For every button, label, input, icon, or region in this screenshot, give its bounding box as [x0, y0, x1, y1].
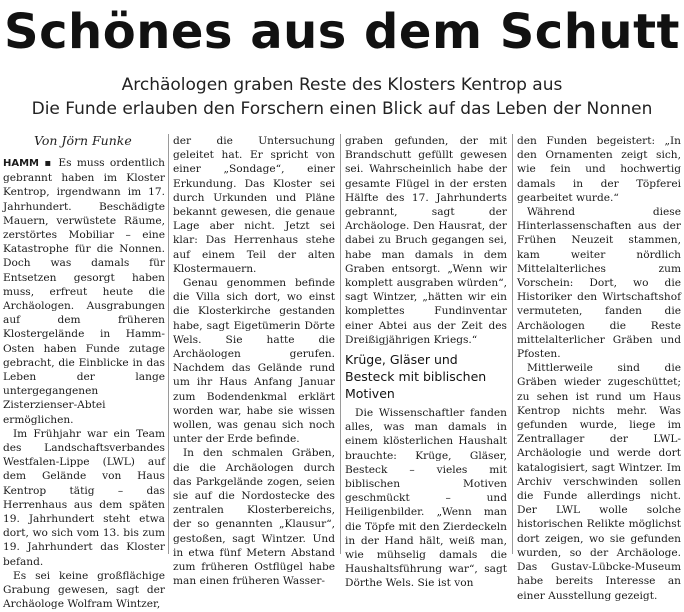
paragraph: Es sei keine großflächige Grabung gewesen, sagt der Archäologe Wolfram Wintzer, [3, 569, 165, 611]
paragraph: der die Untersuchung geleitet hat. Er spricht von einer „Sondage“, einer Erkundung. Das Kloster sei durch Urkunden und Pläne bekannt gewesen, die genaue Lage aber nicht. Jetzt sei klar: Das Herrenhaus stehe auf einem Teil der alten Klostermauern. [173, 135, 335, 275]
paragraph: graben gefunden, der mit Brandschutt gefüllt gewesen sei. Wahrscheinlich habe der gesamte Flügel in der ersten Hälfte des 17. Jahrhunderts gebrannt, sagt der Archäologe. Den Hausrat, der dabei zu Bruch gegangen sei, habe man damals in dem Graben entsorgt. „Wenn wir komplett ausgraben würden“, sagt Wintzer, „hätten wir ein komplettes Fundinventar einer Abtei aus der Zeit des Dreißigjährigen Kriegs.“ [345, 135, 507, 346]
article-column-1 [3, 156, 165, 611]
paragraph: Während diese Hinterlassenschaften aus der Frühen Neuzeit stammen, kam weiter nördlich Mittelalterliches zum Vorschein: Dort, wo die Historiker den Wirtschaftshof vermuteten, fanden die Archäologen die Reste mittelalterlicher Gräben und Pfosten. [517, 206, 681, 361]
paragraph: Im Frühjahr war ein Team des Landschaftsverbandes Westfalen-Lippe (LWL) auf dem Gelände von Haus Kentrop tätig – das Herrenhaus aus dem späten 19. Jahrhundert steht etwa dort, wo sich vom 13. bis zum 19. Jahrhundert das Kloster befand. [3, 427, 165, 568]
dateline: HAMM ▪ [3, 158, 54, 169]
article-column-2 [173, 134, 335, 588]
paragraph: Genau genommen befinde die Villa sich dort, wo einst die Klosterkirche gestanden habe, sagt Eigetümerin Dörte Wels. Sie hatte die Archäologen gerufen. Nachdem das Gelände rund um ihr Haus Anfang Januar zum Bodendenkmal erklärt worden war, habe sie wissen wollen, was genau sich noch unter der Erde befinde. [173, 277, 335, 446]
subheadline-2: Die Funde erlauben den Forschern einen Blick auf das Leben der Nonnen [31, 99, 653, 119]
crosshead: Krüge, Gläser und Besteck mit biblischen Motiven [345, 352, 487, 402]
subheadline-1: Archäologen graben Reste des Klosters Kentrop aus [121, 75, 563, 95]
paragraph: Mittlerweile sind die Gräben wieder zugeschüttet; zu sehen ist rund um Haus Kentrop nichts mehr. Was gefunden wurde, liege im Zentrallager der LWL-Archäologie und werde dort katalogisiert, sagt Wintzer. Im Archiv verschwinden sollen die Funde allerdings nicht. Der LWL wolle solche historischen Relikte möglichst dort zeigen, wo sie gefunden wurden, so der Archäologe. Das Gustav-Lübcke-Museum habe bereits Interesse an einer Ausstellung gezeigt. [517, 362, 681, 602]
headline: Schönes aus dem Schutt [4, 4, 680, 60]
article-column-3 [345, 134, 507, 590]
paragraph: In den schmalen Gräben, die die Archäologen durch das Parkgelände zogen, seien sie auf die Nordostecke des zentralen Klosterbereichs, der so genannten „Klausur“, gestoßen, sagt Wintzer. Und in etwa fünf Metern Abstand zum früheren Ostflügel habe man einen früheren Wasser- [173, 447, 335, 588]
column-rule [168, 134, 169, 554]
byline: Von Jörn Funke [34, 133, 132, 148]
article-column-4 [517, 134, 681, 602]
paragraph [3, 156, 165, 427]
column-rule [512, 134, 513, 554]
column-rule [340, 134, 341, 554]
paragraph: Die Wissenschaftler fanden alles, was man damals in einem klösterlichen Haushalt brauchte: Krüge, Gläser, Besteck – vieles mit biblischen Motiven geschmückt – und Heiligenbilder. „Wenn man die Töpfe mit den Zierdeckeln in der Hand hält, weiß man, wie mühselig damals die Haushaltsführung war“, sagt Dörthe Wels. Sie ist von [345, 407, 507, 590]
paragraph: den Funden begeistert: „In den Ornamenten zeigt sich, wie fein und hochwertig damals in der Töpferei gearbeitet wurde.“ [517, 135, 681, 204]
paragraph-text: Es muss ordentlich gebrannt haben im Kloster Kentrop, irgendwann im 17. Jahrhundert. Beschädigte Mauern, verwüstete Räume, zerstörtes Mobiliar – eine Katastrophe für die Nonnen. Doch was damals für Entsetzen gesorgt haben muss, erfreut heute die Archäologen. Ausgrabungen auf dem früheren Klostergelände in Hamm-Osten haben Funde zutage gebracht, die Einblicke in das Leben der lange untergegangenen Zisterzienser-Abtei ermöglichen. [3, 157, 165, 426]
